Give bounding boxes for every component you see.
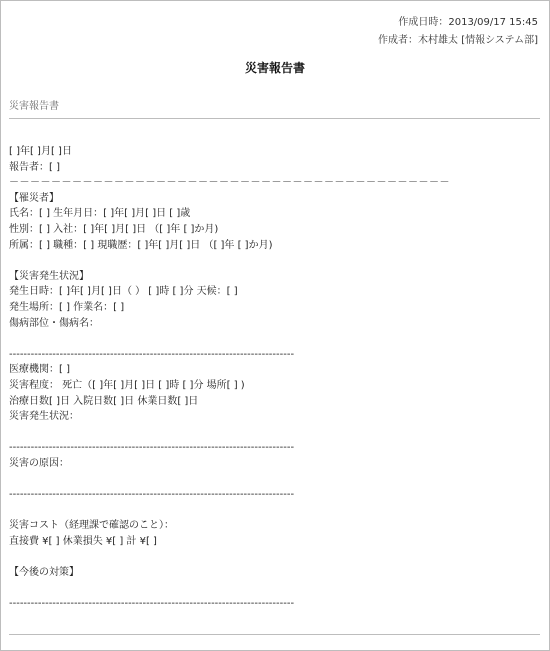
victim-heading: 【罹災者】: [9, 192, 59, 204]
victim-name-line: 氏名：[ ] 生年月日：[ ]年[ ]月[ ]日 [ ]歳: [9, 208, 191, 220]
report-body: [9, 144, 539, 612]
severity-line: 災害程度： 死亡（[ ]年[ ]月[ ]日 [ ]時 [ ]分 場所[ ] ): [9, 379, 245, 391]
cost-heading-line: 災害コスト（経理課で確認のこと）：: [9, 520, 174, 532]
document-type-label: 災害報告書: [9, 101, 59, 112]
cause-line: 災害の原因：: [9, 457, 69, 469]
report-date-line: [ ]年[ ]月[ ]日: [9, 146, 72, 157]
victim-gender-line: 性別：[ ] 入社：[ ]年[ ]月[ ]日 （[ ]年 [ ]か月): [9, 223, 219, 235]
separator-line: -------------------------------------------------------------------------------: [9, 598, 295, 610]
treatment-days-line: 治療日数[ ]日 入院日数[ ]日 休業日数[ ]日: [9, 395, 199, 407]
bottom-divider: [9, 634, 540, 635]
separator-line: －－－－－－－－－－－－－－－－－－－－－－－－－－－－－－－－－－－－－－－－－－: [9, 177, 450, 189]
created-at-text: 作成日時：2013/09/17 15:45: [398, 17, 538, 28]
cost-values-line: 直接費 ¥[ ] 休業損失 ¥[ ] 計 ¥[ ]: [9, 535, 157, 547]
incident-datetime-line: 発生日時：[ ]年[ ]月[ ]日（ ） [ ]時 [ ]分 天候：[ ]: [9, 286, 238, 298]
countermeasure-heading: 【今後の対策】: [9, 567, 79, 579]
document-title: 災害報告書: [244, 61, 305, 75]
incident-location-line: 発生場所：[ ] 作業名：[ ]: [9, 301, 125, 313]
incident-heading: 【災害発生状況】: [9, 270, 89, 282]
blank-line: [9, 253, 539, 269]
blank-line: [9, 549, 539, 565]
separator-line: -------------------------------------------------------------------------------: [9, 348, 295, 360]
top-divider: [9, 118, 540, 119]
medical-institution-line: 医療機関：[ ]: [9, 364, 70, 376]
injury-line: 傷病部位・傷病名：: [9, 317, 99, 329]
blank-line: [9, 425, 539, 441]
victim-department-line: 所属：[ ] 職種：[ ] 現職歴：[ ]年[ ]月[ ]日 （[ ]年 [ ]か月): [9, 239, 273, 251]
separator-line: -------------------------------------------------------------------------------: [9, 442, 295, 454]
separator-line: -------------------------------------------------------------------------------: [9, 489, 295, 501]
blank-line: [9, 503, 539, 519]
incident-situation-line: 災害発生状況：: [9, 411, 79, 423]
blank-line: [9, 331, 539, 347]
blank-line: [9, 471, 539, 487]
reporter-line: 報告者：[ ]: [9, 161, 60, 173]
blank-line: [9, 581, 539, 597]
author-text: 作成者：木村雄太 [情報システム部]: [378, 35, 538, 46]
